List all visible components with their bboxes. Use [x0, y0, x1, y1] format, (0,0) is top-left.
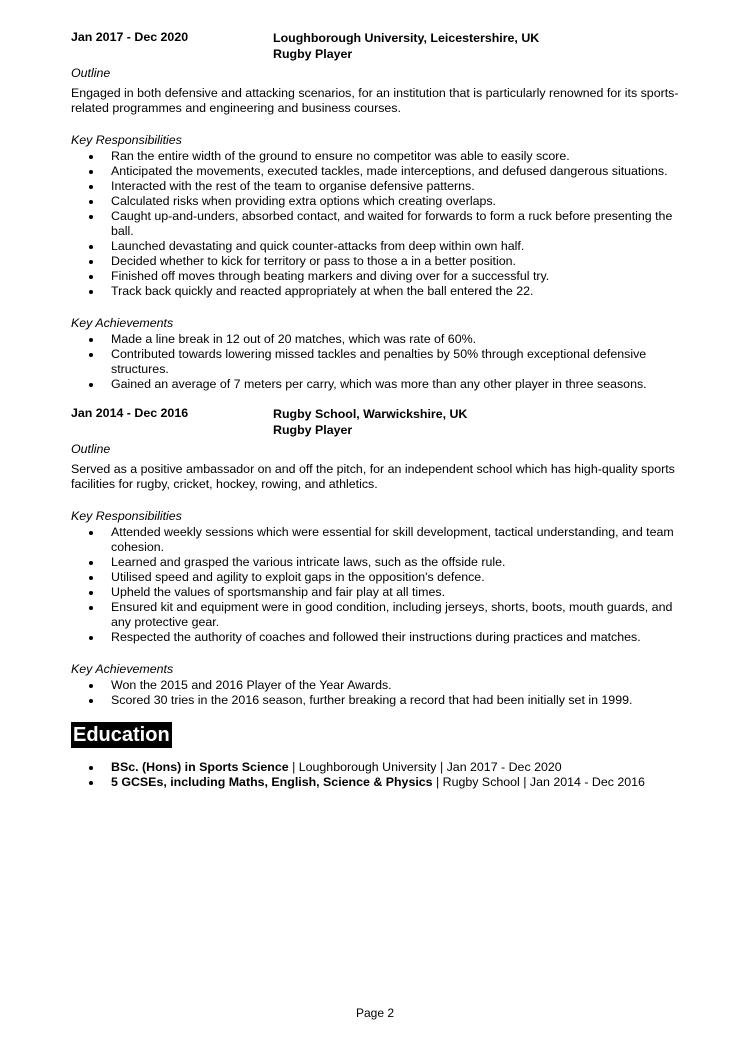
job-role: Rugby Player — [273, 423, 353, 437]
achievements-label: Key Achievements — [71, 316, 174, 330]
achievements-list — [71, 678, 681, 708]
list-item: Finished off moves through beating markers and diving over for a successful try. — [71, 269, 681, 284]
job-role: Rugby Player — [273, 47, 353, 61]
list-item: Track back quickly and reacted appropriately at when the ball entered the 22. — [71, 284, 681, 299]
job-header — [71, 30, 681, 62]
job-employer: Rugby School, Warwickshire, UK — [273, 407, 468, 421]
outline-text: Engaged in both defensive and attacking scenarios, for an institution that is particularly renowned for its sports-related programmes and engineering and business courses. — [71, 86, 679, 115]
list-item: Utilised speed and agility to exploit gaps in the opposition's defence. — [71, 570, 681, 585]
list-item: Won the 2015 and 2016 Player of the Year Awards. — [71, 678, 681, 693]
job-entry-rugby-school — [71, 406, 681, 708]
list-item: Respected the authority of coaches and followed their instructions during practices and matches. — [71, 630, 681, 645]
job-header — [71, 406, 681, 438]
list-item: Caught up-and-unders, absorbed contact, and waited for forwards to form a ruck before presenting the ball. — [71, 209, 681, 239]
list-item — [71, 760, 681, 775]
list-item: Attended weekly sessions which were essential for skill development, tactical understanding, and team cohesion. — [71, 525, 681, 555]
page-number: Page 2 — [355, 1006, 395, 1020]
responsibilities-label: Key Responsibilities — [71, 133, 182, 147]
responsibilities-list — [71, 525, 681, 645]
list-item: Anticipated the movements, executed tackles, made interceptions, and defused dangerous situations. — [71, 164, 681, 179]
qualification-details: | Loughborough University | Jan 2017 - Dec 2020 — [288, 760, 562, 774]
list-item: Learned and grasped the various intricate laws, such as the offside rule. — [71, 555, 681, 570]
list-item: Decided whether to kick for territory or pass to those a in a better position. — [71, 254, 681, 269]
job-dates: Jan 2014 - Dec 2016 — [71, 406, 189, 420]
list-item: Ensured kit and equipment were in good condition, including jerseys, shorts, boots, mouth guards, and any protective gear. — [71, 600, 681, 630]
education-list — [71, 760, 681, 790]
list-item: Made a line break in 12 out of 20 matches, which was rate of 60%. — [71, 332, 681, 347]
job-dates: Jan 2017 - Dec 2020 — [71, 30, 189, 44]
job-employer: Loughborough University, Leicestershire, UK — [273, 31, 540, 45]
outline-label: Outline — [71, 442, 111, 456]
list-item: Calculated risks when providing extra options which creating overlaps. — [71, 194, 681, 209]
qualification-details: | Rugby School | Jan 2014 - Dec 2016 — [432, 775, 645, 789]
list-item: Scored 30 tries in the 2016 season, further breaking a record that had been initially set in 1999. — [71, 693, 681, 708]
education-heading: Education — [73, 724, 170, 746]
qualification-title: BSc. (Hons) in Sports Science — [111, 760, 289, 774]
job-entry-loughborough — [71, 30, 681, 392]
list-item — [71, 775, 681, 790]
achievements-label: Key Achievements — [71, 662, 174, 676]
resume-page — [71, 30, 681, 790]
list-item: Launched devastating and quick counter-attacks from deep within own half. — [71, 239, 681, 254]
list-item: Upheld the values of sportsmanship and fair play at all times. — [71, 585, 681, 600]
list-item: Contributed towards lowering missed tackles and penalties by 50% through exceptional defensive structures. — [71, 347, 681, 377]
achievements-list — [71, 332, 681, 392]
education-section — [71, 708, 681, 790]
outline-label: Outline — [71, 66, 111, 80]
responsibilities-label: Key Responsibilities — [71, 509, 182, 523]
qualification-title: 5 GCSEs, including Maths, English, Science & Physics — [111, 775, 433, 789]
list-item: Ran the entire width of the ground to ensure no competitor was able to easily score. — [71, 149, 681, 164]
list-item: Gained an average of 7 meters per carry, which was more than any other player in three seasons. — [71, 377, 681, 392]
list-item: Interacted with the rest of the team to organise defensive patterns. — [71, 179, 681, 194]
responsibilities-list — [71, 149, 681, 299]
outline-text: Served as a positive ambassador on and off the pitch, for an independent school which has high-quality sports facilities for rugby, cricket, hockey, rowing, and athletics. — [71, 462, 675, 491]
